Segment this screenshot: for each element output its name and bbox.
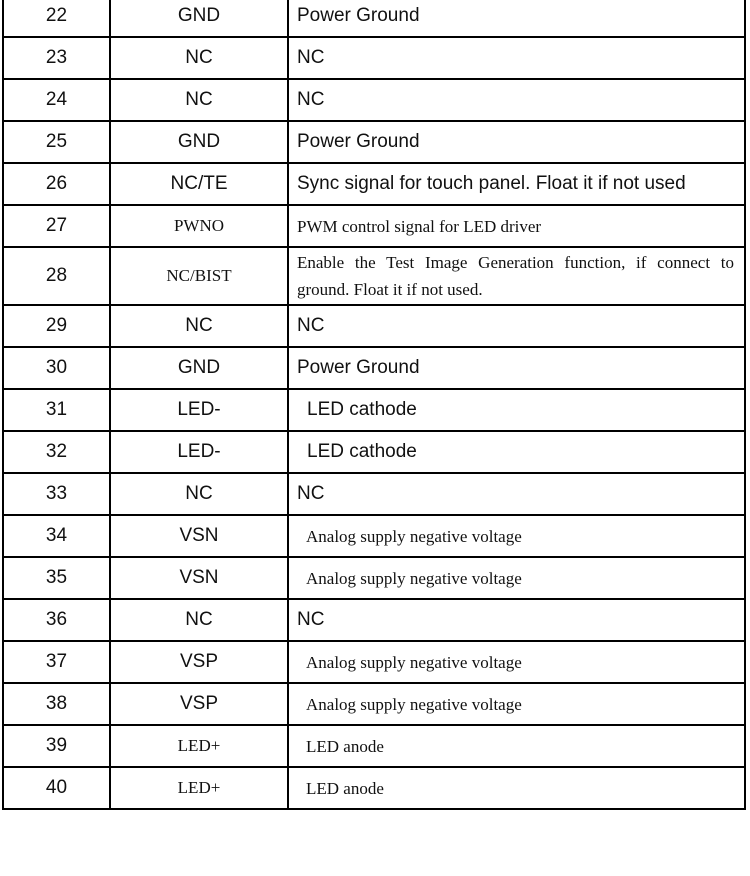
pin-name: VSP	[110, 641, 288, 683]
table-row	[3, 163, 745, 205]
table-row	[3, 515, 745, 557]
pin-number: 37	[3, 641, 110, 683]
pin-number: 23	[3, 37, 110, 79]
pin-definition-table	[2, 0, 746, 810]
table-row	[3, 121, 745, 163]
pin-number: 26	[3, 163, 110, 205]
table-row	[3, 305, 745, 347]
pin-name: NC	[110, 473, 288, 515]
pin-number: 35	[3, 557, 110, 599]
table-row	[3, 389, 745, 431]
pin-number: 30	[3, 347, 110, 389]
pin-name: GND	[110, 347, 288, 389]
pin-description: Power Ground	[288, 347, 745, 389]
pin-description: NC	[288, 305, 745, 347]
table-row	[3, 599, 745, 641]
pin-name: NC/TE	[110, 163, 288, 205]
pin-name: NC	[110, 79, 288, 121]
pin-description: LED cathode	[288, 389, 745, 431]
pin-number: 31	[3, 389, 110, 431]
pin-description: Analog supply negative voltage	[288, 515, 745, 557]
table-row	[3, 37, 745, 79]
pin-name: LED-	[110, 431, 288, 473]
pin-description: Power Ground	[288, 121, 745, 163]
pin-name: VSP	[110, 683, 288, 725]
table-row	[3, 641, 745, 683]
pin-number: 33	[3, 473, 110, 515]
pin-number: 25	[3, 121, 110, 163]
pin-description: Analog supply negative voltage	[288, 683, 745, 725]
pin-description: PWM control signal for LED driver	[288, 205, 745, 247]
pin-name: VSN	[110, 557, 288, 599]
pin-number: 39	[3, 725, 110, 767]
table-row	[3, 431, 745, 473]
pin-description: Power Ground	[288, 0, 745, 37]
pin-number: 28	[3, 247, 110, 305]
table-row	[3, 473, 745, 515]
pin-name: LED-	[110, 389, 288, 431]
pin-description: Analog supply negative voltage	[288, 641, 745, 683]
pin-name: LED+	[110, 725, 288, 767]
pin-number: 22	[3, 0, 110, 37]
table-row	[3, 0, 745, 37]
pin-number: 24	[3, 79, 110, 121]
table-row	[3, 557, 745, 599]
table-row	[3, 79, 745, 121]
pin-name: NC/BIST	[110, 247, 288, 305]
pin-name: VSN	[110, 515, 288, 557]
pin-description: LED cathode	[288, 431, 745, 473]
pin-description: Sync signal for touch panel. Float it if not used	[288, 163, 745, 205]
pin-number: 34	[3, 515, 110, 557]
pin-number: 29	[3, 305, 110, 347]
pin-description: Analog supply negative voltage	[288, 557, 745, 599]
pin-description: NC	[288, 473, 745, 515]
pin-description: LED anode	[288, 725, 745, 767]
pin-number: 27	[3, 205, 110, 247]
pin-name: NC	[110, 37, 288, 79]
table-row	[3, 205, 745, 247]
table-row	[3, 247, 745, 305]
pin-description: NC	[288, 37, 745, 79]
pin-name: LED+	[110, 767, 288, 809]
pin-number: 40	[3, 767, 110, 809]
pin-name: NC	[110, 599, 288, 641]
table-row	[3, 725, 745, 767]
table-row	[3, 683, 745, 725]
pin-description: LED anode	[288, 767, 745, 809]
pin-description: NC	[288, 599, 745, 641]
pin-name: PWNO	[110, 205, 288, 247]
table-row	[3, 347, 745, 389]
pin-number: 36	[3, 599, 110, 641]
pin-number: 32	[3, 431, 110, 473]
pin-description: NC	[288, 79, 745, 121]
pin-name: GND	[110, 0, 288, 37]
pin-name: NC	[110, 305, 288, 347]
pin-description: Enable the Test Image Generation function, if connect to ground. Float it if not used.	[288, 247, 745, 305]
pin-number: 38	[3, 683, 110, 725]
table-row	[3, 767, 745, 809]
pin-name: GND	[110, 121, 288, 163]
